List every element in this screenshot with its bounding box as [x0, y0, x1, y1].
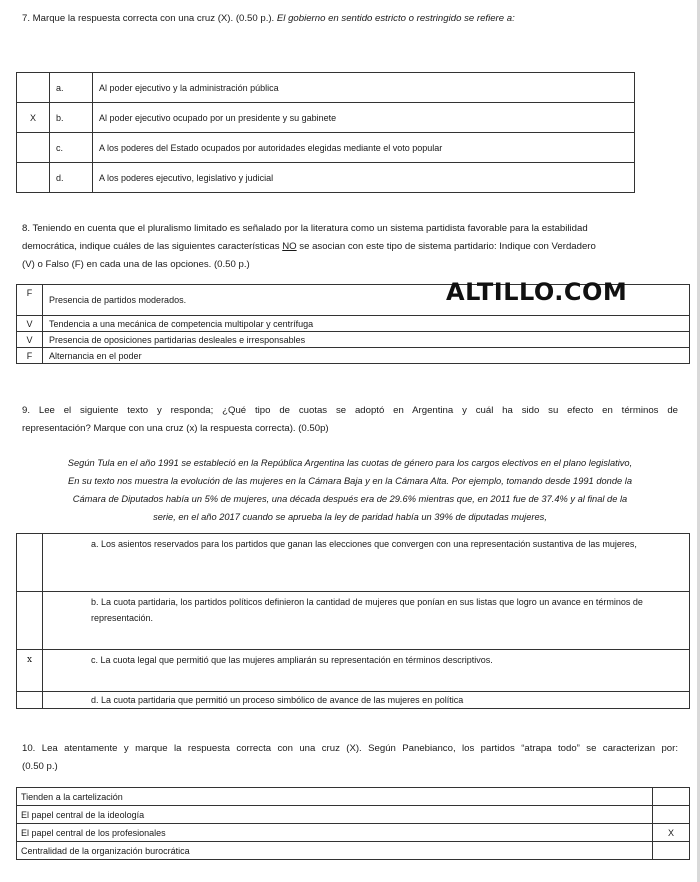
q8-option-row-3[interactable] — [17, 332, 690, 348]
q7-options-table — [16, 72, 635, 193]
q8-line2-end: se asocian con este tipo de sistema partidario: Indique con Verdadero — [296, 241, 596, 252]
q7-mark-d[interactable] — [17, 163, 50, 193]
q9-mark-d[interactable] — [17, 692, 43, 709]
q9-quote-line1: Según Tula en el año 1991 se estableció en la República Argentina las cuotas de género para los cargos electivos en el plano legislativo, — [67, 458, 633, 468]
q9-mark-b[interactable] — [17, 592, 43, 650]
q9-quote-line4: serie, en el año 2017 cuando se aprueba la ley de paridad había un 39% de diputadas mujeres, — [153, 512, 547, 522]
q7-mark-a[interactable] — [17, 73, 50, 103]
q8-mark-3[interactable]: V — [17, 332, 43, 348]
q7-option-row-c[interactable] — [17, 133, 635, 163]
q8-prompt-line1: 8. Teniendo en cuenta que el pluralismo limitado es señalado por la literatura como un sistema partidista favorable para la estabilidad — [22, 223, 588, 234]
q9-option-row-c[interactable] — [17, 650, 690, 692]
q7-option-row-a[interactable] — [17, 73, 635, 103]
q10-mark-4[interactable] — [653, 842, 690, 860]
q8-text-4: Alternancia en el poder — [43, 348, 690, 364]
q7-mark-b[interactable]: X — [17, 103, 50, 133]
q9-options-table — [16, 533, 690, 709]
q9-text-d: d. La cuota partidaria que permitió un proceso simbólico de avance de las mujeres en política — [43, 692, 690, 709]
q9-option-row-d[interactable] — [17, 692, 690, 709]
q9-prompt-line1: 9. Lee el siguiente texto y responda; ¿Qué tipo de cuotas se adoptó en Argentina y cuál ha sido su efecto en términos de — [22, 405, 678, 416]
q10-text-2: El papel central de la ideología — [17, 806, 653, 824]
q8-prompt-line3: (V) o Falso (F) en cada una de las opciones. (0.50 p.) — [22, 259, 250, 270]
q10-text-3: El papel central de los profesionales — [17, 824, 653, 842]
q8-no-underlined: NO — [282, 241, 297, 252]
q7-letter-c: c. — [50, 133, 93, 163]
q9-text-b: b. La cuota partidaria, los partidos políticos definieron la cantidad de mujeres que ponían en sus listas que logro un avance en términos de representación. — [43, 592, 690, 650]
q8-mark-1[interactable]: F — [17, 285, 43, 316]
q8-option-row-4[interactable] — [17, 348, 690, 364]
q7-prompt-italic: El gobierno en sentido estricto o restringido se refiere a: — [276, 13, 515, 24]
q9-prompt-line2: representación? Marque con una cruz (x) la respuesta correcta). (0.50p) — [22, 423, 329, 434]
q7-text-c: A los poderes del Estado ocupados por autoridades elegidas mediante el voto popular — [93, 133, 635, 163]
q10-prompt — [22, 740, 678, 776]
q10-option-row-4[interactable] — [17, 842, 690, 860]
altillo-watermark: ALTILLO.COM — [446, 278, 628, 306]
q7-text-a: Al poder ejecutivo y la administración pública — [93, 73, 635, 103]
q7-text-b: Al poder ejecutivo ocupado por un presidente y su gabinete — [93, 103, 635, 133]
q9-text-a: a. Los asientos reservados para los partidos que ganan las elecciones que convergen con una representación sustantiva de las mujeres, — [43, 534, 690, 592]
q7-prompt — [22, 10, 515, 28]
q10-mark-3[interactable]: X — [653, 824, 690, 842]
q8-prompt — [22, 220, 678, 274]
q8-text-2: Tendencia a una mecánica de competencia multipolar y centrífuga — [43, 316, 690, 332]
q9-text-c: c. La cuota legal que permitió que las mujeres ampliarán su representación en términos descriptivos. — [43, 650, 690, 692]
q8-text-1: Presencia de partidos moderados. — [43, 285, 690, 316]
q10-text-1: Tienden a la cartelización — [17, 788, 653, 806]
q10-option-row-1[interactable] — [17, 788, 690, 806]
q10-option-row-2[interactable] — [17, 806, 690, 824]
q9-quote-line3: Cámara de Diputados había un 5% de mujeres, una década después era de 29.6% mientras que, en 2011 fue de 37.4% y al final de la — [72, 494, 628, 504]
q7-prompt-text: 7. Marque la respuesta correcta con una cruz (X). (0.50 p.). — [22, 13, 277, 24]
q10-prompt-line2: (0.50 p.) — [22, 761, 58, 772]
q10-text-4: Centralidad de la organización burocrática — [17, 842, 653, 860]
q8-prompt-line2 — [22, 238, 678, 256]
q9-option-row-b[interactable] — [17, 592, 690, 650]
q10-option-row-3[interactable] — [17, 824, 690, 842]
q10-prompt-line1: 10. Lea atentamente y marque la respuesta correcta con una cruz (X). Según Panebianco, los partidos “atrapa todo” se caracterizan por: — [22, 743, 678, 754]
q10-options-table — [16, 787, 690, 860]
q7-letter-a: a. — [50, 73, 93, 103]
q7-mark-c[interactable] — [17, 133, 50, 163]
q9-quote — [20, 454, 680, 526]
q8-text-3: Presencia de oposiciones partidarias desleales e irresponsables — [43, 332, 690, 348]
q9-mark-a[interactable] — [17, 534, 43, 592]
q10-mark-1[interactable] — [653, 788, 690, 806]
q8-line2-start: democrática, indique cuáles de las siguientes características — [22, 241, 283, 252]
q7-letter-b: b. — [50, 103, 93, 133]
q8-mark-2[interactable]: V — [17, 316, 43, 332]
q7-option-row-b[interactable] — [17, 103, 635, 133]
q8-mark-4[interactable]: F — [17, 348, 43, 364]
q9-option-row-a[interactable] — [17, 534, 690, 592]
q8-option-row-2[interactable] — [17, 316, 690, 332]
q10-mark-2[interactable] — [653, 806, 690, 824]
q9-quote-line2: En su texto nos muestra la evolución de las mujeres en la Cámara Baja y en la Cámara Alta. Por ejemplo, tomando desde 1991 donde la — [68, 476, 632, 486]
q9-mark-c[interactable]: x — [17, 650, 43, 692]
q7-letter-d: d. — [50, 163, 93, 193]
q7-text-d: A los poderes ejecutivo, legislativo y judicial — [93, 163, 635, 193]
q9-prompt — [22, 402, 678, 438]
q7-option-row-d[interactable] — [17, 163, 635, 193]
